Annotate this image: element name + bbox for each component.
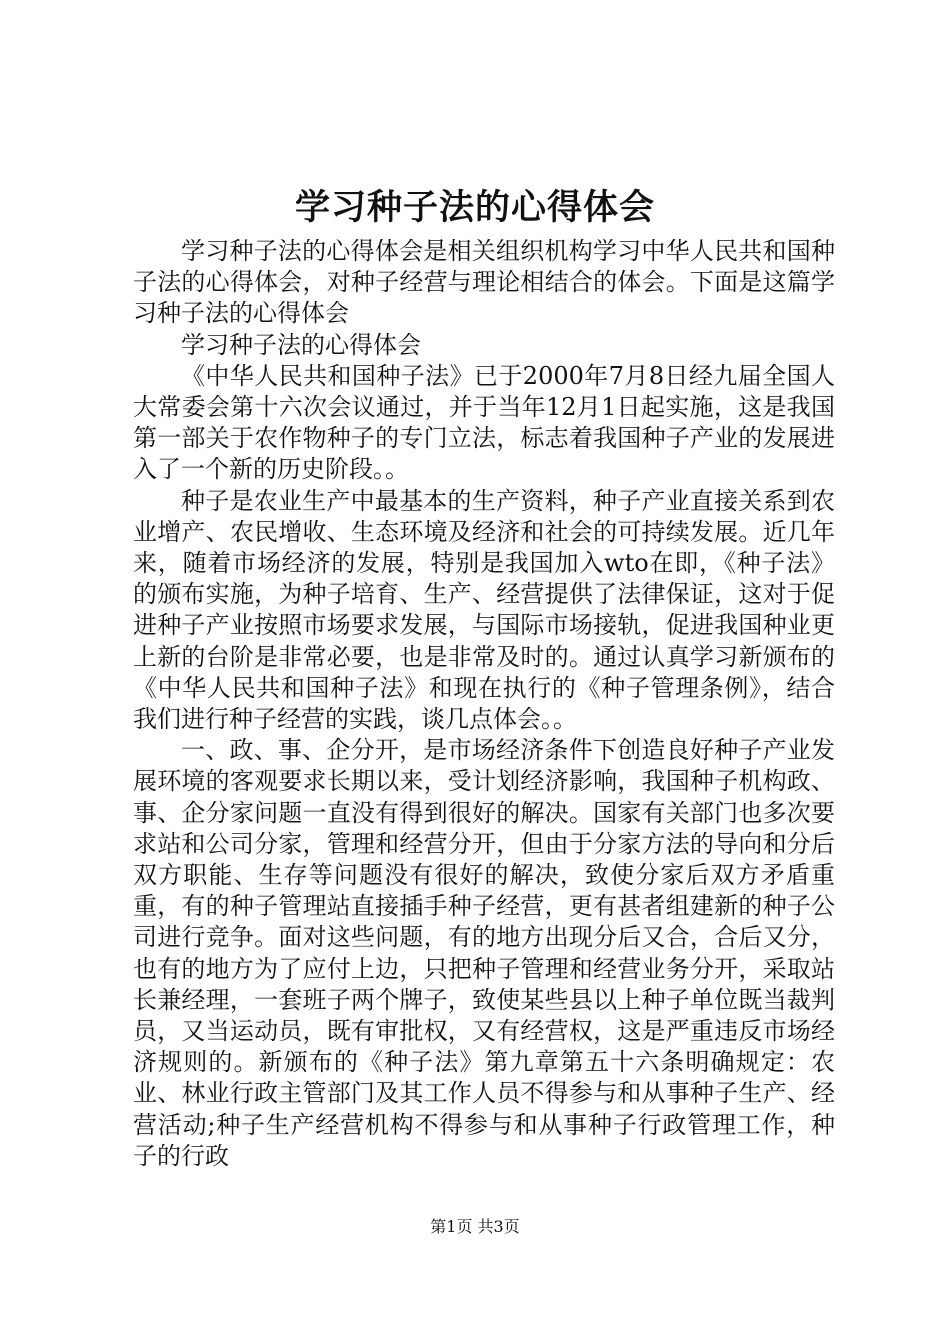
paragraph-intro: 学习种子法的心得体会是相关组织机构学习中华人民共和国种子法的心得体会，对种子经营与理论相结合的体会。下面是这篇学习种子法的心得体会 [133,237,835,328]
paragraph-separation: 一、政、事、企分开，是市场经济条件下创造良好种子产业发展环境的客观要求长期以来，受计划经济影响，我国种子机构政、事、企分家问题一直没有得到很好的解决。国家有关部门也多次要求站和公司分家，管理和经营分开，但由于分家方法的导向和分后双方职能、生存等问题没有很好的解决，致使分家后双方矛盾重重，有的种子管理站直接插手种子经营，更有甚者组建新的种子公司进行竞争。面对这些问题，有的地方出现分后又合，合后又分，也有的地方为了应付上边，只把种子管理和经营业务分开，采取站长兼经理，一套班子两个牌子，致使某些县以上种子单位既当裁判员，又当运动员，既有审批权，又有经营权，这是严重违反市场经济规则的。新颁布的《种子法》第九章第五十六条明确规定：农业、林业行政主管部门及其工作人员不得参与和从事种子生产、经营活动;种子生产经营机构不得参与和从事种子行政管理工作，种子的行政 [133,736,835,1170]
paragraph-law-passed: 《中华人民共和国种子法》已于2000年7月8日经九届全国人大常委会第十六次会议通过，并于当年12月1日起实施，这是我国第一部关于农作物种子的专门立法，标志着我国种子产业的发展进入了一个新的历史阶段。。 [133,361,835,484]
page-footer: 第1页 共3页 [430,1217,520,1236]
document-title: 学习种子法的心得体会 [294,187,655,228]
document-body [133,236,835,1172]
paragraph-seed-importance: 种子是农业生产中最基本的生产资料，种子产业直接关系到农业增产、农民增收、生态环境及经济和社会的可持续发展。近几年来，随着市场经济的发展，特别是我国加入wto在即，《种子法》的颁布实施，为种子培育、生产、经营提供了法律保证，这对于促进种子产业按照市场要求发展，与国际市场接轨，促进我国种业更上新的台阶是非常必要，也是非常及时的。通过认真学习新颁布的《中华人民共和国种子法》和现在执行的《种子管理条例》，结合我们进行种子经营的实践，谈几点体会。。 [133,486,835,734]
paragraph-subtitle: 学习种子法的心得体会 [181,330,421,359]
